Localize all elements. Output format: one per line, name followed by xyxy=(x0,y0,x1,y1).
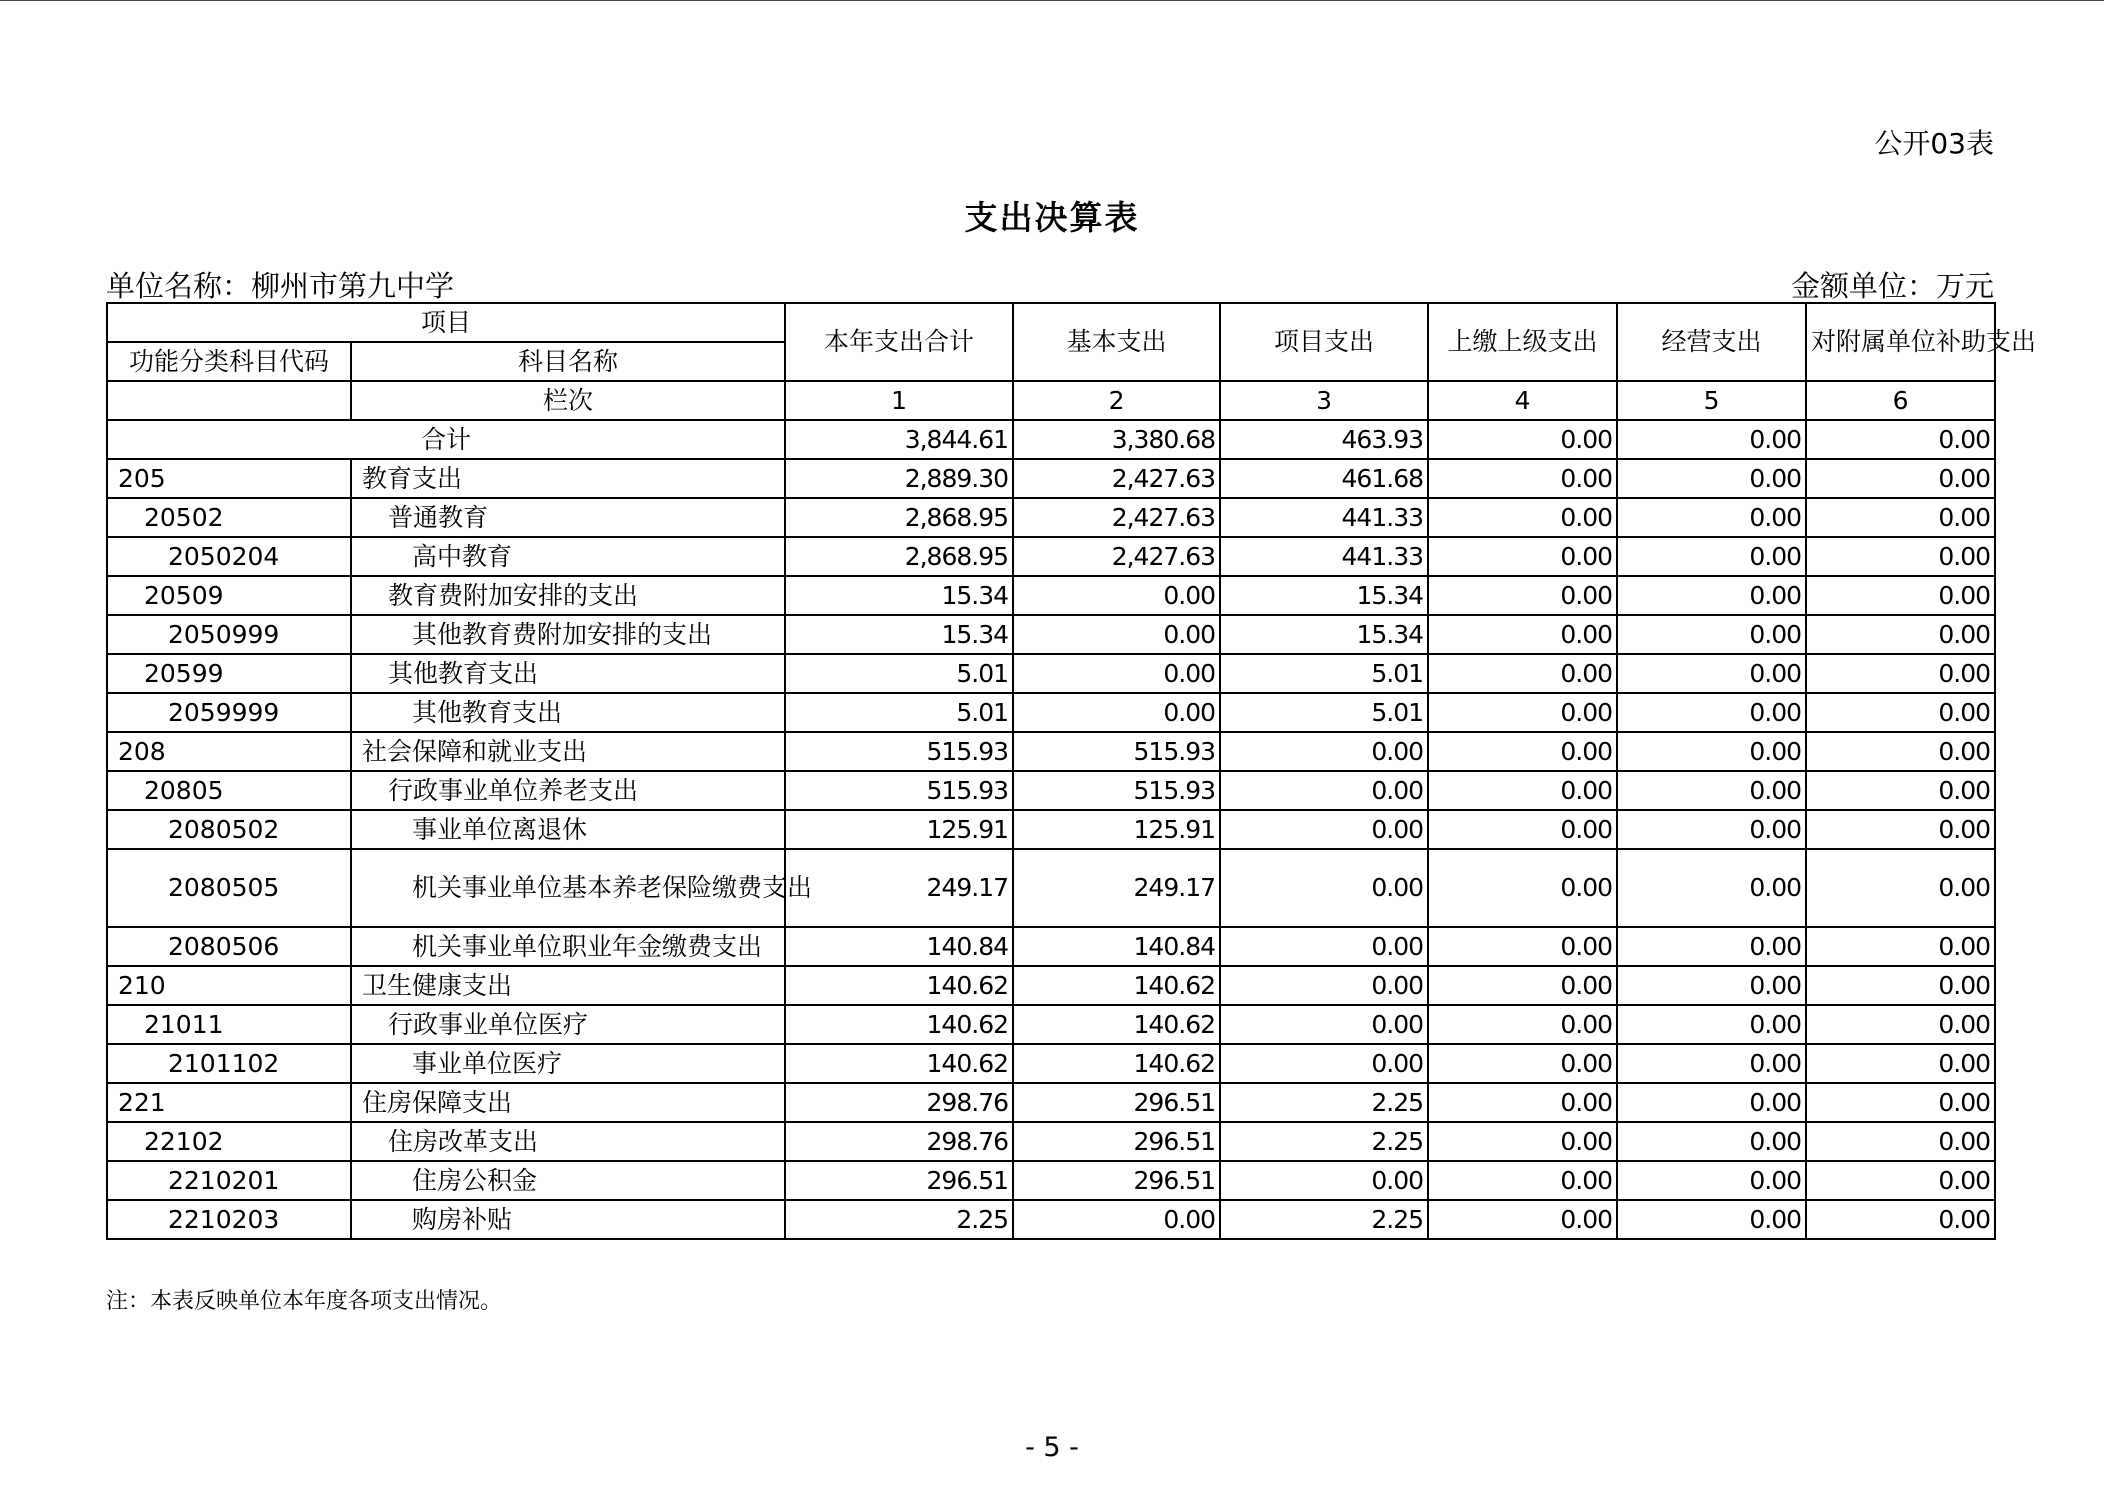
row-name: 教育支出 xyxy=(351,459,785,498)
row-value-col-3: 0.00 xyxy=(1220,1161,1428,1200)
row-value-col-1: 140.84 xyxy=(785,927,1013,966)
row-code: 2050999 xyxy=(107,615,351,654)
row-value-col-3: 441.33 xyxy=(1220,498,1428,537)
row-name: 普通教育 xyxy=(351,498,785,537)
column-index-3: 3 xyxy=(1220,381,1428,420)
row-code: 2080505 xyxy=(107,849,351,927)
row-code: 221 xyxy=(107,1083,351,1122)
row-value-col-4: 0.00 xyxy=(1428,1161,1617,1200)
row-name: 住房公积金 xyxy=(351,1161,785,1200)
row-name: 住房改革支出 xyxy=(351,1122,785,1161)
row-value-col-5: 0.00 xyxy=(1617,459,1806,498)
row-value-col-5: 0.00 xyxy=(1617,1005,1806,1044)
total-value: 3,380.68 xyxy=(1013,420,1220,459)
row-value-col-5: 0.00 xyxy=(1617,1122,1806,1161)
row-value-col-1: 2.25 xyxy=(785,1200,1013,1239)
row-name: 事业单位离退休 xyxy=(351,810,785,849)
row-name: 其他教育支出 xyxy=(351,693,785,732)
row-value-col-2: 0.00 xyxy=(1013,654,1220,693)
row-value-col-5: 0.00 xyxy=(1617,849,1806,927)
row-value-col-6: 0.00 xyxy=(1806,693,1995,732)
row-value-col-6: 0.00 xyxy=(1806,771,1995,810)
row-value-col-6: 0.00 xyxy=(1806,459,1995,498)
row-value-col-6: 0.00 xyxy=(1806,1044,1995,1083)
row-value-col-2: 2,427.63 xyxy=(1013,537,1220,576)
row-value-col-5: 0.00 xyxy=(1617,771,1806,810)
row-value-col-4: 0.00 xyxy=(1428,966,1617,1005)
row-value-col-4: 0.00 xyxy=(1428,927,1617,966)
row-value-col-6: 0.00 xyxy=(1806,1200,1995,1239)
row-value-col-5: 0.00 xyxy=(1617,498,1806,537)
row-value-col-6: 0.00 xyxy=(1806,654,1995,693)
row-value-col-3: 0.00 xyxy=(1220,810,1428,849)
row-value-col-3: 0.00 xyxy=(1220,1044,1428,1083)
row-value-col-4: 0.00 xyxy=(1428,693,1617,732)
row-value-col-6: 0.00 xyxy=(1806,927,1995,966)
table-row xyxy=(107,1161,1995,1200)
row-value-col-3: 441.33 xyxy=(1220,537,1428,576)
table-row xyxy=(107,927,1995,966)
header-col-5: 经营支出 xyxy=(1617,303,1806,381)
row-value-col-3: 2.25 xyxy=(1220,1200,1428,1239)
footnote: 注：本表反映单位本年度各项支出情况。 xyxy=(106,1289,503,1314)
row-value-col-1: 2,889.30 xyxy=(785,459,1013,498)
row-value-col-2: 125.91 xyxy=(1013,810,1220,849)
row-code: 2050204 xyxy=(107,537,351,576)
row-name: 高中教育 xyxy=(351,537,785,576)
row-value-col-3: 0.00 xyxy=(1220,966,1428,1005)
row-value-col-6: 0.00 xyxy=(1806,576,1995,615)
row-value-col-3: 5.01 xyxy=(1220,654,1428,693)
row-code: 208 xyxy=(107,732,351,771)
table-row xyxy=(107,1122,1995,1161)
top-border-line xyxy=(0,0,2104,1)
row-value-col-2: 140.62 xyxy=(1013,1044,1220,1083)
row-value-col-2: 296.51 xyxy=(1013,1122,1220,1161)
row-value-col-2: 140.62 xyxy=(1013,1005,1220,1044)
expenditure-table xyxy=(106,302,2037,1240)
total-value: 3,844.61 xyxy=(785,420,1013,459)
total-value: 0.00 xyxy=(1617,420,1806,459)
header-subject: 科目名称 xyxy=(351,342,785,381)
row-value-col-1: 125.91 xyxy=(785,810,1013,849)
row-value-col-6: 0.00 xyxy=(1806,1005,1995,1044)
column-index-label: 栏次 xyxy=(351,381,785,420)
row-code: 2080502 xyxy=(107,810,351,849)
amount-unit: 金额单位：万元 xyxy=(1790,269,1994,303)
row-value-col-6: 0.00 xyxy=(1806,615,1995,654)
row-code: 2059999 xyxy=(107,693,351,732)
row-name: 事业单位医疗 xyxy=(351,1044,785,1083)
row-value-col-2: 0.00 xyxy=(1013,1200,1220,1239)
table-row xyxy=(107,498,1995,537)
table-row xyxy=(107,1083,1995,1122)
table-row xyxy=(107,459,1995,498)
page-number: - 5 - xyxy=(1025,1432,1079,1463)
row-value-col-1: 296.51 xyxy=(785,1161,1013,1200)
row-value-col-1: 249.17 xyxy=(785,849,1013,927)
row-value-col-2: 0.00 xyxy=(1013,576,1220,615)
row-value-col-4: 0.00 xyxy=(1428,1005,1617,1044)
table-row xyxy=(107,771,1995,810)
row-value-col-2: 0.00 xyxy=(1013,693,1220,732)
row-value-col-4: 0.00 xyxy=(1428,732,1617,771)
header-col-6: 对附属单位补助支出 xyxy=(1806,303,1995,381)
page-title: 支出决算表 xyxy=(964,198,1140,237)
row-value-col-4: 0.00 xyxy=(1428,576,1617,615)
row-value-col-1: 298.76 xyxy=(785,1083,1013,1122)
row-value-col-6: 0.00 xyxy=(1806,498,1995,537)
column-index-row xyxy=(107,381,1995,420)
row-code: 20502 xyxy=(107,498,351,537)
row-value-col-6: 0.00 xyxy=(1806,732,1995,771)
row-value-col-5: 0.00 xyxy=(1617,654,1806,693)
row-name: 其他教育费附加安排的支出 xyxy=(351,615,785,654)
row-name: 卫生健康支出 xyxy=(351,966,785,1005)
row-value-col-3: 2.25 xyxy=(1220,1083,1428,1122)
table-row xyxy=(107,693,1995,732)
row-value-col-4: 0.00 xyxy=(1428,615,1617,654)
row-value-col-2: 515.93 xyxy=(1013,732,1220,771)
table-row xyxy=(107,654,1995,693)
row-value-col-6: 0.00 xyxy=(1806,849,1995,927)
row-code: 22102 xyxy=(107,1122,351,1161)
row-value-col-2: 0.00 xyxy=(1013,615,1220,654)
table-row xyxy=(107,1005,1995,1044)
row-value-col-6: 0.00 xyxy=(1806,810,1995,849)
row-value-col-1: 515.93 xyxy=(785,771,1013,810)
row-name: 机关事业单位职业年金缴费支出 xyxy=(351,927,785,966)
row-value-col-2: 296.51 xyxy=(1013,1161,1220,1200)
row-value-col-5: 0.00 xyxy=(1617,732,1806,771)
row-name: 其他教育支出 xyxy=(351,654,785,693)
row-value-col-6: 0.00 xyxy=(1806,1122,1995,1161)
row-value-col-1: 2,868.95 xyxy=(785,498,1013,537)
table-row xyxy=(107,849,1995,927)
row-value-col-4: 0.00 xyxy=(1428,849,1617,927)
row-code: 205 xyxy=(107,459,351,498)
row-value-col-4: 0.00 xyxy=(1428,498,1617,537)
table-row xyxy=(107,732,1995,771)
row-value-col-4: 0.00 xyxy=(1428,810,1617,849)
table-row xyxy=(107,1200,1995,1239)
row-code: 20599 xyxy=(107,654,351,693)
header-item: 项目 xyxy=(107,303,785,342)
row-value-col-4: 0.00 xyxy=(1428,537,1617,576)
row-value-col-5: 0.00 xyxy=(1617,537,1806,576)
table-row xyxy=(107,576,1995,615)
row-value-col-4: 0.00 xyxy=(1428,654,1617,693)
table-row xyxy=(107,615,1995,654)
header-row-1 xyxy=(107,303,1995,342)
row-value-col-3: 15.34 xyxy=(1220,615,1428,654)
row-value-col-6: 0.00 xyxy=(1806,966,1995,1005)
form-number: 公开03表 xyxy=(1874,127,1994,160)
row-value-col-5: 0.00 xyxy=(1617,966,1806,1005)
row-code: 2101102 xyxy=(107,1044,351,1083)
row-value-col-4: 0.00 xyxy=(1428,771,1617,810)
row-value-col-3: 0.00 xyxy=(1220,849,1428,927)
column-index-6: 6 xyxy=(1806,381,1995,420)
row-code: 2080506 xyxy=(107,927,351,966)
row-name: 行政事业单位医疗 xyxy=(351,1005,785,1044)
row-value-col-3: 2.25 xyxy=(1220,1122,1428,1161)
row-name: 教育费附加安排的支出 xyxy=(351,576,785,615)
row-name: 社会保障和就业支出 xyxy=(351,732,785,771)
row-code: 2210201 xyxy=(107,1161,351,1200)
row-value-col-1: 15.34 xyxy=(785,576,1013,615)
header-col-2: 基本支出 xyxy=(1013,303,1220,381)
row-value-col-1: 298.76 xyxy=(785,1122,1013,1161)
header-col-4: 上缴上级支出 xyxy=(1428,303,1617,381)
total-value: 0.00 xyxy=(1806,420,1995,459)
unit-name: 单位名称：柳州市第九中学 xyxy=(106,269,455,303)
header-col-3: 项目支出 xyxy=(1220,303,1428,381)
row-value-col-3: 0.00 xyxy=(1220,732,1428,771)
row-value-col-2: 140.84 xyxy=(1013,927,1220,966)
row-code: 21011 xyxy=(107,1005,351,1044)
row-value-col-4: 0.00 xyxy=(1428,459,1617,498)
row-value-col-1: 140.62 xyxy=(785,966,1013,1005)
row-value-col-4: 0.00 xyxy=(1428,1200,1617,1239)
row-value-col-4: 0.00 xyxy=(1428,1083,1617,1122)
header-col-1: 本年支出合计 xyxy=(785,303,1013,381)
row-value-col-2: 2,427.63 xyxy=(1013,498,1220,537)
row-name: 住房保障支出 xyxy=(351,1083,785,1122)
row-value-col-3: 0.00 xyxy=(1220,771,1428,810)
row-value-col-5: 0.00 xyxy=(1617,927,1806,966)
row-value-col-2: 140.62 xyxy=(1013,966,1220,1005)
row-value-col-6: 0.00 xyxy=(1806,1083,1995,1122)
row-value-col-3: 15.34 xyxy=(1220,576,1428,615)
column-index-5: 5 xyxy=(1617,381,1806,420)
row-value-col-1: 515.93 xyxy=(785,732,1013,771)
total-row xyxy=(107,420,1995,459)
row-value-col-1: 140.62 xyxy=(785,1044,1013,1083)
row-value-col-5: 0.00 xyxy=(1617,1161,1806,1200)
row-value-col-5: 0.00 xyxy=(1617,1044,1806,1083)
row-value-col-5: 0.00 xyxy=(1617,810,1806,849)
row-name: 购房补贴 xyxy=(351,1200,785,1239)
row-value-col-3: 5.01 xyxy=(1220,693,1428,732)
row-value-col-2: 249.17 xyxy=(1013,849,1220,927)
row-code: 2210203 xyxy=(107,1200,351,1239)
column-index-1: 1 xyxy=(785,381,1013,420)
row-value-col-5: 0.00 xyxy=(1617,693,1806,732)
total-value: 463.93 xyxy=(1220,420,1428,459)
row-value-col-2: 515.93 xyxy=(1013,771,1220,810)
row-value-col-5: 0.00 xyxy=(1617,615,1806,654)
row-value-col-1: 2,868.95 xyxy=(785,537,1013,576)
table-row xyxy=(107,1044,1995,1083)
row-value-col-1: 5.01 xyxy=(785,693,1013,732)
row-value-col-4: 0.00 xyxy=(1428,1122,1617,1161)
column-index-blank xyxy=(107,381,351,420)
table-row xyxy=(107,537,1995,576)
table-row xyxy=(107,810,1995,849)
column-index-4: 4 xyxy=(1428,381,1617,420)
row-code: 210 xyxy=(107,966,351,1005)
row-value-col-2: 296.51 xyxy=(1013,1083,1220,1122)
table-row xyxy=(107,966,1995,1005)
row-value-col-6: 0.00 xyxy=(1806,1161,1995,1200)
row-code: 20805 xyxy=(107,771,351,810)
row-value-col-2: 2,427.63 xyxy=(1013,459,1220,498)
header-code: 功能分类科目代码 xyxy=(107,342,351,381)
row-value-col-6: 0.00 xyxy=(1806,537,1995,576)
row-name: 行政事业单位养老支出 xyxy=(351,771,785,810)
row-name: 机关事业单位基本养老保险缴费支出 xyxy=(351,849,785,927)
row-value-col-5: 0.00 xyxy=(1617,1200,1806,1239)
row-value-col-3: 0.00 xyxy=(1220,1005,1428,1044)
row-value-col-5: 0.00 xyxy=(1617,1083,1806,1122)
column-index-2: 2 xyxy=(1013,381,1220,420)
total-value: 0.00 xyxy=(1428,420,1617,459)
row-value-col-1: 5.01 xyxy=(785,654,1013,693)
row-value-col-1: 140.62 xyxy=(785,1005,1013,1044)
row-value-col-1: 15.34 xyxy=(785,615,1013,654)
row-code: 20509 xyxy=(107,576,351,615)
row-value-col-5: 0.00 xyxy=(1617,576,1806,615)
row-value-col-4: 0.00 xyxy=(1428,1044,1617,1083)
row-value-col-3: 0.00 xyxy=(1220,927,1428,966)
total-label: 合计 xyxy=(107,420,785,459)
row-value-col-3: 461.68 xyxy=(1220,459,1428,498)
